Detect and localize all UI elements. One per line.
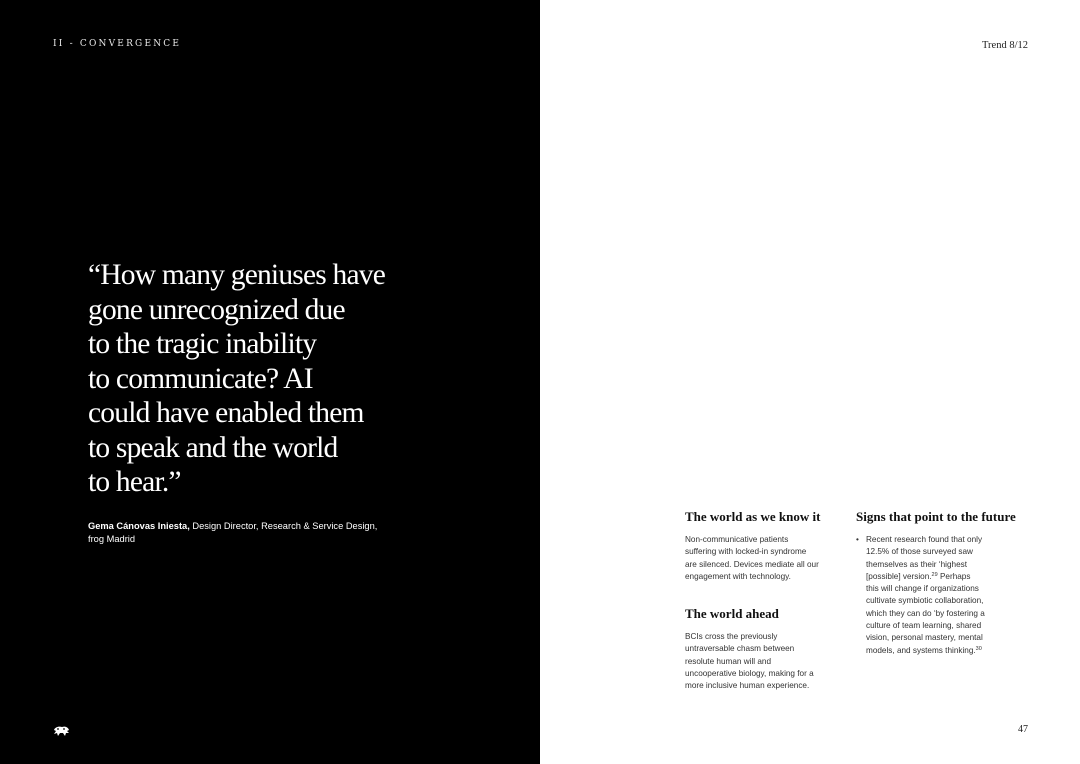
footnote-ref: 30	[975, 645, 982, 652]
trend-label: Trend 8/12	[982, 40, 1028, 51]
text-line: Recent research found that only	[866, 535, 983, 544]
quote-line: “How many geniuses have	[88, 259, 385, 291]
right-column	[856, 509, 1016, 657]
text-line: suffering with locked-in syndrome	[685, 547, 807, 557]
attribution-name: Gema Cánovas Iniesta,	[88, 521, 190, 531]
text-line: which they can do ‘by fostering a	[866, 608, 985, 618]
quote-line: could have enabled them	[88, 397, 364, 429]
quote-line: gone unrecognized due	[88, 293, 345, 326]
text-line	[866, 571, 1016, 583]
left-column	[685, 509, 835, 693]
world-ahead-heading: The world ahead	[685, 606, 779, 622]
text-fragment: [possible] version.	[866, 571, 932, 581]
section-label: II - CONVERGENCE	[53, 39, 182, 49]
quote-line: to communicate? AI	[88, 362, 313, 395]
text-line: 12.5% of those surveyed saw	[866, 547, 973, 557]
world-as-we-know-it-heading: The world as we know it	[685, 509, 821, 524]
page-number: 47	[1018, 724, 1028, 735]
pull-quote	[88, 258, 418, 500]
text-line: uncooperative biology, making for a	[685, 669, 814, 679]
quote-attribution	[88, 520, 388, 545]
quote-line: to speak and the world	[88, 431, 338, 464]
text-line: Non-communicative patients	[685, 535, 789, 544]
right-page	[540, 0, 1080, 764]
text-line: BCIs cross the previously	[685, 632, 778, 642]
bullet-point: •	[856, 535, 859, 544]
footnote-ref: 29	[931, 571, 938, 578]
text-line	[866, 645, 1016, 657]
attribution-company: frog Madrid	[88, 533, 136, 544]
text-line: themselves as their ‘highest	[866, 559, 968, 569]
world-as-we-know-it-text	[685, 534, 835, 583]
frog-logo-icon	[52, 724, 70, 738]
text-line: more inclusive human experience.	[685, 681, 810, 691]
signs-bullet-item	[856, 534, 1016, 657]
world-ahead-text	[685, 631, 835, 692]
attribution-role: Design Director, Research & Service Design,	[189, 521, 378, 531]
text-line: are silenced. Devices mediate all our	[685, 559, 819, 569]
text-line: culture of team learning, shared	[866, 621, 982, 631]
quote-line: to hear.”	[88, 466, 181, 498]
signs-heading: Signs that point to the future	[856, 509, 1016, 524]
text-line: this will change if organizations	[866, 584, 979, 594]
text-line: vision, personal mastery, mental	[866, 633, 983, 643]
quote-line: to the tragic inability	[88, 328, 317, 360]
text-line: cultivate symbiotic collaboration,	[866, 596, 984, 606]
text-line: resolute human will and	[685, 656, 772, 666]
text-line: untraversable chasm between	[685, 644, 795, 654]
text-fragment: models, and systems thinking.	[866, 645, 976, 655]
text-fragment: Perhaps	[937, 571, 971, 581]
signs-text	[866, 534, 1016, 657]
text-line: engagement with technology.	[685, 571, 791, 581]
